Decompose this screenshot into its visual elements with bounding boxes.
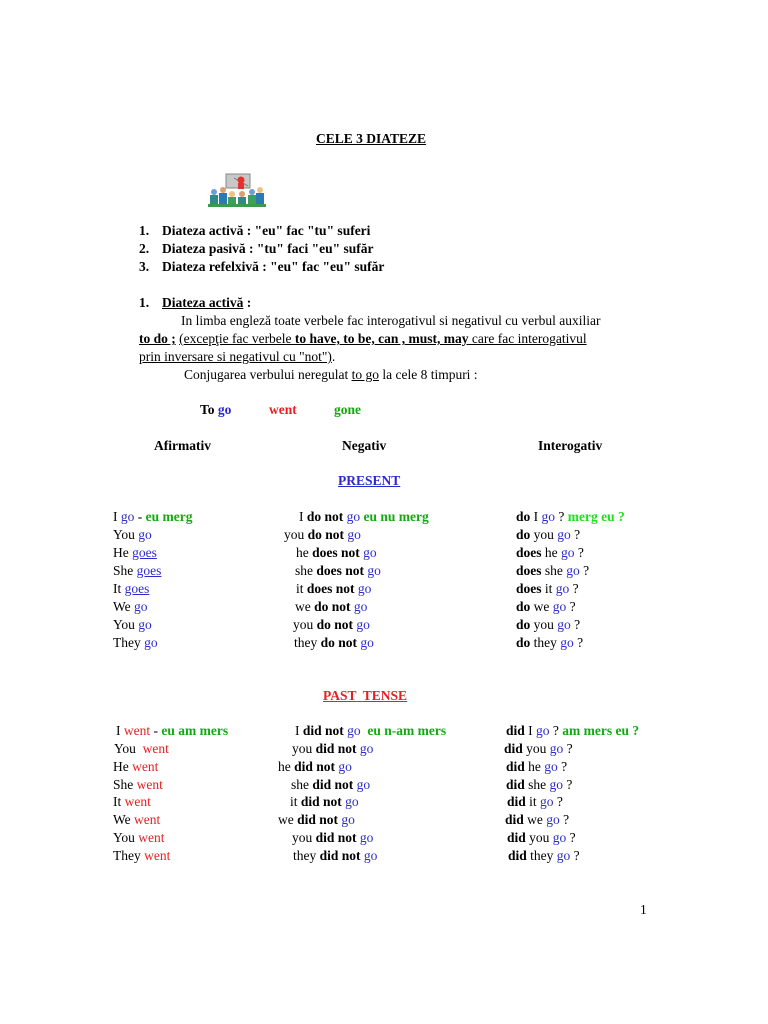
table-cell-negativ: she did not go [291, 777, 371, 792]
column-header-interogativ: Interogativ [538, 438, 603, 453]
table-cell-negativ: he does not go [296, 545, 377, 560]
table-row: You go [113, 617, 152, 632]
table-row: They go [113, 635, 158, 650]
table-cell-negativ: we did not go [278, 812, 355, 827]
verb-form-participle: gone [334, 402, 361, 417]
verb-forms: To go [200, 402, 232, 417]
table-cell-negativ: we do not go [295, 599, 368, 614]
table-cell-negativ: they do not go [294, 635, 374, 650]
table-cell-interogativ: did he go ? [506, 759, 568, 774]
table-row: You go [113, 527, 152, 542]
table-cell-interogativ: do we go ? [516, 599, 576, 614]
table-cell-negativ: you do not go [284, 527, 361, 542]
column-header-afirmativ: Afirmativ [154, 438, 211, 453]
table-cell-interogativ: does he go ? [516, 545, 584, 560]
table-row: They went [113, 848, 171, 863]
table-cell-interogativ: did I go ? am mers eu ? [506, 723, 640, 738]
table-cell-interogativ: did you go ? [504, 741, 573, 756]
paragraph-line: to do ; (excepţie fac verbele to have, to be, can , must, may care fac interogativul [139, 331, 587, 346]
table-cell-interogativ: did you go ? [507, 830, 576, 845]
people-clipart-icon [208, 172, 266, 208]
table-row: I went - eu am mers [116, 723, 229, 738]
section-heading: 1. Diateza activă : [139, 295, 252, 310]
table-row: He went [113, 759, 159, 774]
table-cell-interogativ: do you go ? [516, 617, 581, 632]
list-item: 2. Diateza pasivă : "tu" faci "eu" sufăr [139, 241, 374, 256]
table-row: We went [113, 812, 161, 827]
table-row: It went [113, 794, 151, 809]
table-cell-interogativ: do they go ? [516, 635, 584, 650]
table-cell-interogativ: do you go ? [516, 527, 581, 542]
table-row: I go - eu merg [113, 509, 193, 524]
table-cell-negativ: you did not go [292, 830, 374, 845]
tense-heading-past: PAST TENSE [323, 688, 408, 703]
table-cell-negativ: you do not go [293, 617, 370, 632]
table-cell-negativ: it did not go [290, 794, 359, 809]
table-row: You went [114, 741, 169, 756]
list-item: 3. Diateza refelxivă : "eu" fac "eu" sufăr [139, 259, 385, 274]
paragraph-line: prin inversare si negativul cu "not"). [139, 349, 336, 364]
table-cell-interogativ: did it go ? [507, 794, 563, 809]
table-cell-interogativ: did we go ? [505, 812, 570, 827]
table-cell-interogativ: does it go ? [516, 581, 579, 596]
table-row: You went [113, 830, 165, 845]
table-cell-negativ: she does not go [295, 563, 381, 578]
paragraph-line: In limba engleză toate verbele fac interogativul si negativul cu verbul auxiliar [181, 313, 601, 328]
table-cell-negativ: I do not go eu nu merg [299, 509, 429, 524]
table-cell-negativ: you did not go [292, 741, 374, 756]
table-cell-interogativ: did she go ? [506, 777, 573, 792]
table-cell-interogativ: does she go ? [516, 563, 590, 578]
page-number: 1 [640, 902, 647, 917]
table-row: It goes [113, 581, 150, 596]
column-header-negativ: Negativ [342, 438, 387, 453]
table-cell-negativ: they did not go [293, 848, 378, 863]
list-item: 1. Diateza activă : "eu" fac "tu" suferi [139, 223, 371, 238]
table-cell-negativ: it does not go [296, 581, 372, 596]
tense-heading-present: PRESENT [338, 473, 401, 488]
table-cell-negativ: I did not go eu n-am mers [295, 723, 447, 738]
table-row: She went [113, 777, 163, 792]
paragraph-line: Conjugarea verbului neregulat to go la cele 8 timpuri : [184, 367, 478, 382]
verb-form-past: went [269, 402, 297, 417]
table-cell-interogativ: did they go ? [508, 848, 580, 863]
table-cell-negativ: he did not go [278, 759, 352, 774]
page-title: CELE 3 DIATEZE [316, 131, 427, 146]
table-row: She goes [113, 563, 162, 578]
table-cell-interogativ: do I go ? merg eu ? [516, 509, 625, 524]
table-row: We go [113, 599, 148, 614]
table-row: He goes [113, 545, 157, 560]
